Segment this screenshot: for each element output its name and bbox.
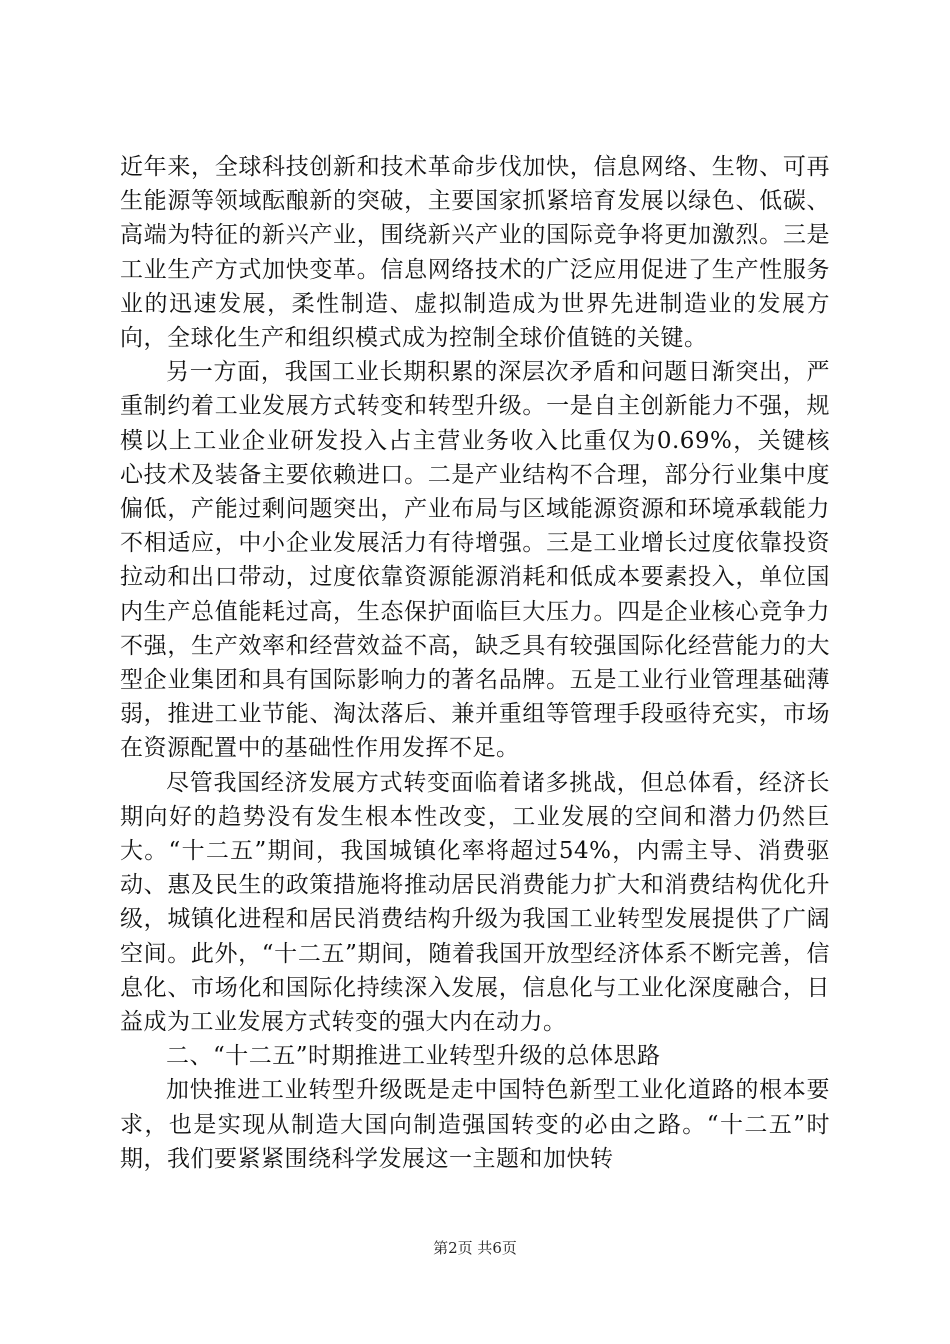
paragraph-3: 尽管我国经济发展方式转变面临着诸多挑战，但总体看，经济长期向好的趋势没有发生根本性改变，工业发展的空间和潜力仍然巨大。“十二五”期间，我国城镇化率将超过54%，内需主导、消费驱动、惠及民生的政策措施将推动居民消费能力扩大和消费结构优化升级，城镇化进程和居民消费结构升级为我国工业转型发展提供了广阔空间。此外，“十二五”期间，随着我国开放型经济体系不断完善，信息化、市场化和国际化持续深入发展，信息化与工业化深度融合，日益成为工业发展方式转变的强大内在动力。 — [120, 769, 830, 1036]
paragraph-4: 加快推进工业转型升级既是走中国特色新型工业化道路的根本要求，也是实现从制造大国向制造强国转变的必由之路。“十二五”时期，我们要紧紧围绕科学发展这一主题和加快转 — [120, 1077, 830, 1172]
document-body — [120, 150, 830, 1176]
section-heading: 二、“十二五”时期推进工业转型升级的总体思路 — [166, 1043, 661, 1070]
page-footer: 第2页 共6页 — [433, 1239, 517, 1257]
paragraph-1: 近年来，全球科技创新和技术革命步伐加快，信息网络、生物、可再生能源等领域酝酿新的突破，主要国家抓紧培育发展以绿色、低碳、高端为特征的新兴产业，围绕新兴产业的国际竞争将更加激烈。三是工业生产方式加快变革。信息网络技术的广泛应用促进了生产性服务业的迅速发展，柔性制造、虚拟制造成为世界先进制造业的发展方向，全球化生产和组织模式成为控制全球价值链的关键。 — [120, 154, 830, 352]
paragraph-2: 另一方面，我国工业长期积累的深层次矛盾和问题日渐突出，严重制约着工业发展方式转变和转型升级。一是自主创新能力不强，规模以上工业企业研发投入占主营业务收入比重仅为0.69%，关键核心技术及装备主要依赖进口。二是产业结构不合理，部分行业集中度偏低，产能过剩问题突出，产业布局与区域能源资源和环境承载能力不相适应，中小企业发展活力有待增强。三是工业增长过度依靠投资拉动和出口带动，过度依靠资源能源消耗和低成本要素投入，单位国内生产总值能耗过高，生态保护面临巨大压力。四是企业核心竞争力不强，生产效率和经营效益不高，缺乏具有较强国际化经营能力的大型企业集团和具有国际影响力的著名品牌。五是工业行业管理基础薄弱，推进工业节能、淘汰落后、兼并重组等管理手段亟待充实，市场在资源配置中的基础性作用发挥不足。 — [120, 359, 830, 762]
